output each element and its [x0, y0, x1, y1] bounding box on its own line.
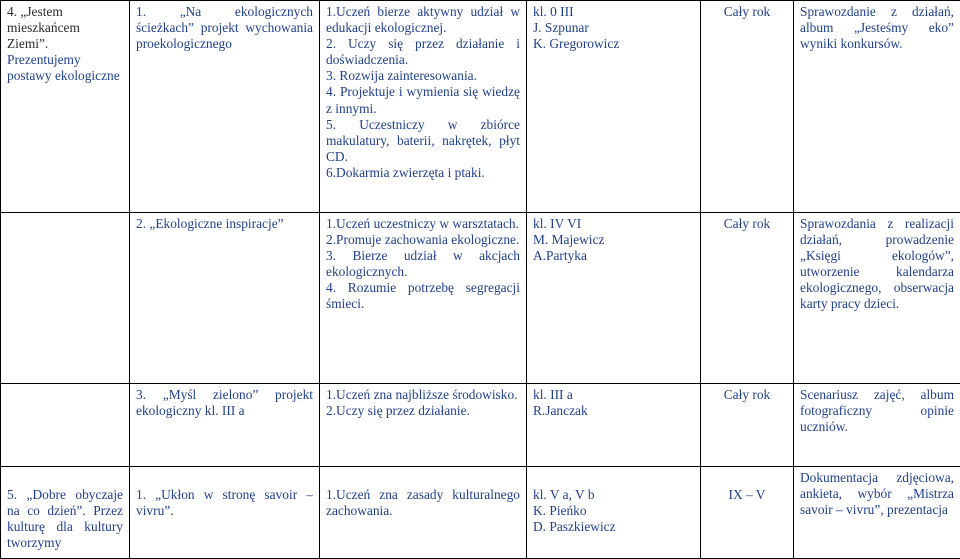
evaluation-cell [794, 467, 960, 559]
goal-item: 1.Uczeń uczestniczy w warsztatach. [326, 216, 520, 232]
term-text: Cały rok [724, 387, 771, 402]
responsible-item: K. Pieńko [533, 503, 694, 519]
responsible-item: kl. 0 III [533, 4, 694, 20]
task-text: 3. „Myśl zielono” projekt ekologiczny kl. III a [136, 387, 313, 418]
term-text: Cały rok [724, 4, 771, 19]
goal-item: 4. Projektuje i wymienia się wiedzę z innymi. [326, 84, 520, 116]
topic-cell [1, 384, 130, 467]
goals-cell [320, 384, 527, 467]
term-cell [701, 467, 794, 559]
topic-cell [1, 1, 130, 213]
table-row [1, 213, 960, 384]
evaluation-text: Scenariusz zajęć, album fotograficzny opinie uczniów. [800, 387, 954, 434]
responsible-item: kl. III a [533, 387, 694, 403]
task-text: 1. „Na ekologicznych ścieżkach” projekt wychowania proekologicznego [136, 4, 313, 51]
goals-cell [320, 213, 527, 384]
goal-item: 6.Dokarmia zwierzęta i ptaki. [326, 165, 520, 181]
responsible-cell [527, 1, 701, 213]
table-row [1, 1, 960, 213]
evaluation-cell [794, 1, 960, 213]
evaluation-cell [794, 213, 960, 384]
task-cell [130, 213, 320, 384]
goal-item: 1.Uczeń zna najbliższe środowisko. [326, 387, 520, 403]
responsible-cell [527, 213, 701, 384]
goal-item: 2.Uczy się przez działanie. [326, 403, 520, 419]
responsible-item: J. Szpunar [533, 20, 694, 36]
goals-cell [320, 1, 527, 213]
evaluation-text: Sprawozdanie z działań, album „Jesteśmy eko” wyniki konkursów. [800, 4, 954, 51]
term-cell [701, 384, 794, 467]
responsible-item: A.Partyka [533, 248, 694, 264]
evaluation-cell [794, 384, 960, 467]
task-cell [130, 467, 320, 559]
responsible-cell [527, 384, 701, 467]
goal-item: 3. Bierze udział w akcjach ekologicznych. [326, 248, 520, 280]
responsible-item: R.Janczak [533, 403, 694, 419]
goal-item: 1.Uczeń zna zasady kulturalnego zachowania. [326, 487, 520, 519]
task-cell [130, 384, 320, 467]
topic-cell [1, 467, 130, 559]
term-cell [701, 213, 794, 384]
task-text: 2. „Ekologiczne inspiracje” [136, 216, 284, 231]
goal-item: 2. Uczy się przez działanie i doświadczenia. [326, 36, 520, 68]
goals-cell [320, 467, 527, 559]
goal-item: 3. Rozwija zainteresowania. [326, 68, 520, 84]
goal-item: 5. Uczestniczy w zbiórce makulatury, baterii, nakrętek, płyt CD. [326, 117, 520, 165]
responsible-item: D. Paszkiewicz [533, 519, 694, 535]
evaluation-text: Sprawozdania z realizacji działań, prowadzenie „Księgi ekologów”, utworzenie kalendarza ekologicznego, obserwacja karty pracy dzieci. [800, 216, 954, 311]
evaluation-text: Dokumentacja zdjęciowa, ankieta, wybór „Mistrza savoir – vivru”, prezentacja [800, 470, 954, 517]
term-cell [701, 1, 794, 213]
topic-title: 5. „Dobre obyczaje na co dzień”. Przez kulturę dla kultury tworzymy [7, 487, 123, 550]
table-row [1, 467, 960, 559]
task-text: 1. „Ukłon w stronę savoir – vivru”. [136, 487, 313, 518]
responsible-item: kl. V a, V b [533, 487, 694, 503]
goal-item: 1.Uczeń bierze aktywny udział w edukacji ekologicznej. [326, 4, 520, 36]
responsible-item: kl. IV VI [533, 216, 694, 232]
topic-subtitle: Prezentujemy postawy ekologiczne [7, 52, 123, 84]
goal-item: 4. Rozumie potrzebę segregacji śmieci. [326, 280, 520, 312]
responsible-cell [527, 467, 701, 559]
responsible-item: K. Gregorowicz [533, 36, 694, 52]
topic-title: 4. „Jestem mieszkańcem Ziemi”. [7, 4, 123, 52]
topic-cell [1, 213, 130, 384]
term-text: Cały rok [724, 216, 771, 231]
responsible-item: M. Majewicz [533, 232, 694, 248]
term-text: IX – V [729, 487, 766, 502]
goal-item: 2.Promuje zachowania ekologiczne. [326, 232, 520, 248]
table-row [1, 384, 960, 467]
task-cell [130, 1, 320, 213]
